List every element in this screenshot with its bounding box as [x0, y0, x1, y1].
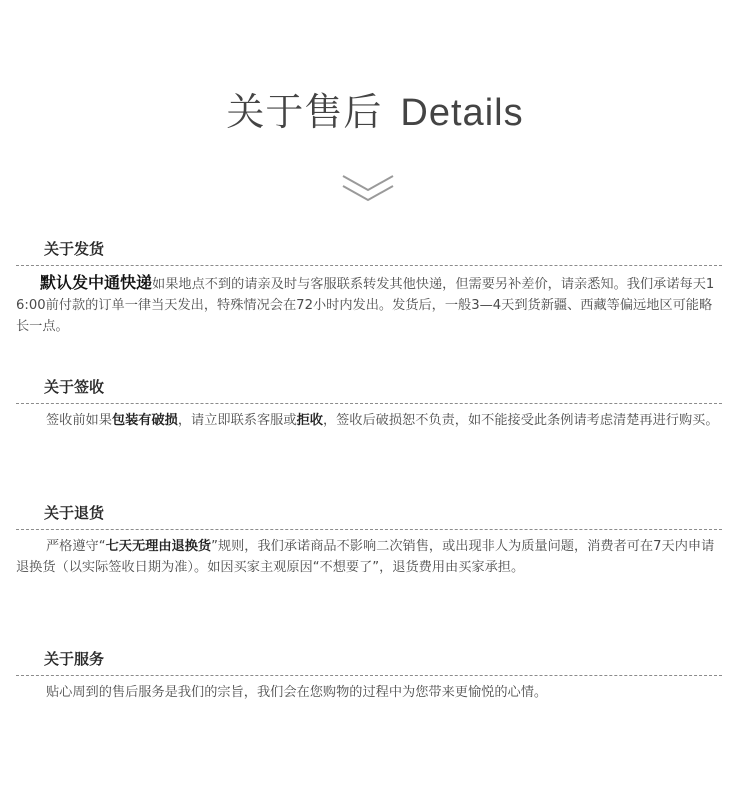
section-returns [16, 502, 722, 578]
receipt-damage-highlight: 包装有破损 [111, 413, 178, 428]
returns-policy-highlight: 七天无理由退换货 [105, 539, 212, 554]
double-chevron-down-icon [341, 172, 395, 206]
section-divider [16, 675, 722, 676]
section-receipt [16, 376, 722, 431]
section-shipping [16, 238, 722, 337]
section-heading-shipping: 关于发货 [44, 240, 105, 258]
section-divider [16, 529, 722, 530]
returns-text-1: 严格遵守“ [46, 539, 106, 554]
receipt-reject-highlight: 拒收 [296, 413, 323, 428]
receipt-text-1: 签收前如果 [46, 413, 112, 428]
section-heading-receipt: 关于签收 [44, 378, 105, 396]
page-title-en: Details [400, 92, 524, 134]
shipping-text: 如果地点不到的请亲及时与客服联系转发其他快递，但需要另补差价，请亲悉知。我们承诺每天16:00前付款的订单一律当天发出，特殊情况会在72小时内发出。发货后，一般3—4天到货新疆、西藏等偏远地区可能略长一点。 [16, 277, 715, 334]
section-body-service: 贴心周到的售后服务是我们的宗旨，我们会在您购物的过程中为您带来更愉悦的心情。 [46, 685, 548, 700]
section-divider [16, 403, 722, 404]
page-title-cn: 关于售后 [226, 90, 383, 134]
section-divider [16, 265, 722, 266]
shipping-courier-highlight: 默认发中通快递 [40, 273, 153, 292]
receipt-text-2: ，请立即联系客服或 [177, 413, 297, 428]
section-heading-service: 关于服务 [44, 650, 105, 668]
section-body-receipt [16, 410, 722, 431]
section-service [16, 648, 722, 703]
returns-text-2: ”规则，我们承诺商品不影响二次销售，或出现非人为质量问题，消费者可在7天内申请退换货（以实际签收日期为准）。如因买家主观原因“不想要了”，退货费用由买家承担。 [16, 539, 715, 575]
section-body-returns [16, 536, 722, 578]
page-title [0, 84, 750, 141]
receipt-text-3: ，签收后破损恕不负责，如不能接受此条例请考虑清楚再进行购买。 [322, 413, 719, 428]
section-body-shipping [16, 272, 722, 337]
section-heading-returns: 关于退货 [44, 504, 105, 522]
